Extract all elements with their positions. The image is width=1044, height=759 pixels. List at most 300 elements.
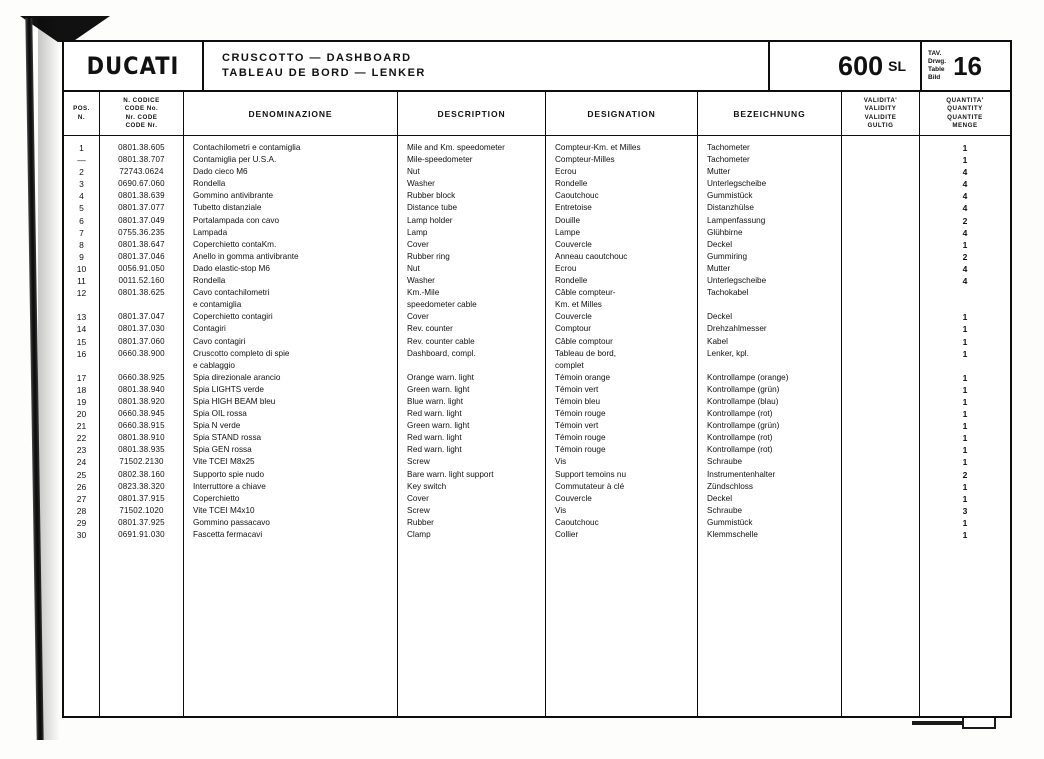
column-header-validity bbox=[842, 92, 920, 135]
table-cell-empty bbox=[842, 493, 919, 505]
table-cell: 1 bbox=[962, 409, 968, 420]
table-cell: e contamiglia bbox=[193, 300, 242, 310]
table-cell-empty bbox=[842, 456, 919, 468]
table-cell: Témoin orange bbox=[555, 372, 611, 382]
table-cell: Coperchietto contagiri bbox=[193, 312, 273, 322]
table-cell: 0801.37.046 bbox=[118, 251, 165, 261]
table-cell: Rev. counter cable bbox=[407, 336, 475, 346]
table-cell: 1 bbox=[962, 493, 968, 504]
table-cell: Tableau de bord, bbox=[555, 348, 616, 358]
table-cell: 1 bbox=[962, 396, 968, 407]
table-cell: Témoin vert bbox=[555, 384, 599, 394]
table-cell: 0801.38.935 bbox=[118, 445, 165, 455]
table-cell-empty bbox=[842, 432, 919, 444]
table-cell: 0690.67.060 bbox=[118, 179, 165, 189]
table-cell: 0802.38.160 bbox=[118, 469, 165, 479]
table-cell: 18 bbox=[76, 384, 87, 395]
table-cell: 1 bbox=[962, 239, 968, 250]
page-title bbox=[204, 42, 770, 90]
table-cell: 0801.38.920 bbox=[118, 396, 165, 406]
binding-wedge-artifact bbox=[20, 16, 110, 42]
table-cell: Kontrollampe (rot) bbox=[707, 445, 773, 455]
table-cell: Couvercle bbox=[555, 239, 592, 249]
table-cell: Unterlegscheibe bbox=[707, 179, 767, 189]
page-title-line-french-german: TABLEAU DE BORD — LENKER bbox=[222, 67, 426, 79]
table-cell-empty bbox=[842, 408, 919, 420]
table-cell-empty bbox=[920, 299, 1010, 311]
table-cell: 1 bbox=[962, 143, 968, 153]
table-number-labels bbox=[928, 50, 946, 82]
table-cell: 28 bbox=[76, 505, 87, 516]
table-cell-empty bbox=[842, 348, 919, 360]
table-cell: 29 bbox=[76, 517, 87, 528]
table-cell: Nut bbox=[407, 263, 420, 273]
table-cell: Kontrollampe (rot) bbox=[707, 433, 773, 443]
table-cell: Couvercle bbox=[555, 312, 592, 322]
column-header-validity-line3: VALIDITE bbox=[864, 113, 897, 121]
table-cell: Key switch bbox=[407, 481, 447, 491]
table-cell: 0801.37.030 bbox=[118, 324, 165, 334]
table-number-cell bbox=[922, 42, 1010, 90]
table-cell: Portalampada con cavo bbox=[193, 215, 280, 225]
model-number: 600 bbox=[838, 50, 884, 81]
table-cell-empty bbox=[842, 311, 919, 323]
table-cell: 16 bbox=[76, 348, 87, 359]
table-cell: Contagiri bbox=[193, 324, 226, 334]
table-cell: 22 bbox=[76, 433, 87, 444]
table-cell: — bbox=[77, 155, 86, 166]
table-cell: 0801.37.060 bbox=[118, 336, 165, 346]
table-cell: Tubetto distanziale bbox=[193, 203, 262, 213]
table-cell-empty bbox=[100, 360, 183, 372]
table-cell: Gommino antivibrante bbox=[193, 191, 274, 201]
table-cell-empty bbox=[842, 505, 919, 517]
ducati-logo: DUCATI bbox=[86, 52, 180, 80]
table-cell: 26 bbox=[76, 481, 87, 492]
table-cell: Kontrollampe (orange) bbox=[707, 372, 789, 382]
table-cell: 23 bbox=[76, 445, 87, 456]
table-column-headers bbox=[64, 92, 1010, 136]
table-cell-empty bbox=[842, 529, 919, 541]
table-cell-empty bbox=[842, 202, 919, 214]
table-cell: 1 bbox=[962, 348, 968, 359]
table-cell: Couvercle bbox=[555, 493, 592, 503]
table-cell: 7 bbox=[79, 227, 84, 238]
table-cell: Vis bbox=[555, 457, 567, 467]
table-cell: Lampada bbox=[193, 227, 228, 237]
table-cell: 4 bbox=[962, 263, 968, 274]
table-cell: Washer bbox=[407, 179, 435, 189]
table-cell: Commutateur à clé bbox=[555, 481, 625, 491]
table-cell: 0660.38.915 bbox=[118, 421, 165, 431]
table-cell: 0660.38.900 bbox=[118, 348, 165, 358]
table-label-french: Table bbox=[928, 66, 945, 73]
table-cell: 4 bbox=[962, 227, 968, 238]
table-cell: Kontrollampe (blau) bbox=[707, 396, 779, 406]
table-cell: Clamp bbox=[407, 530, 431, 539]
table-cell: Entretoise bbox=[555, 203, 592, 213]
column-header-designation: DESIGNATION bbox=[546, 92, 698, 135]
table-cell-empty bbox=[842, 336, 919, 348]
table-cell-empty bbox=[842, 215, 919, 227]
table-cell-empty bbox=[842, 323, 919, 335]
table-cell: Lampe bbox=[555, 227, 581, 237]
table-cell: Klemmschelle bbox=[707, 530, 758, 539]
column-header-description: DESCRIPTION bbox=[398, 92, 546, 135]
column-header-position-line1: POS. bbox=[73, 105, 90, 112]
table-cell: Anneau caoutchouc bbox=[555, 251, 628, 261]
table-cell: Orange warn. light bbox=[407, 372, 474, 382]
column-header-quantity-line1: QUANTITA' bbox=[946, 96, 984, 104]
table-number: 16 bbox=[953, 50, 982, 81]
table-cell-empty bbox=[698, 299, 841, 311]
table-cell-empty bbox=[842, 275, 919, 287]
table-cell: 0801.38.707 bbox=[118, 155, 165, 165]
table-cell: 12 bbox=[76, 288, 87, 299]
table-cell: Rondelle bbox=[555, 276, 588, 286]
table-cell: 0801.37.077 bbox=[118, 203, 165, 213]
table-cell-empty bbox=[842, 420, 919, 432]
table-cell: 1 bbox=[962, 324, 968, 335]
table-cell: Mile-speedometer bbox=[407, 155, 473, 165]
table-cell: 2 bbox=[962, 469, 968, 480]
table-cell: Témoin rouge bbox=[555, 433, 606, 443]
table-label-italian: TAV. bbox=[928, 50, 942, 57]
table-cell-empty bbox=[842, 360, 919, 372]
table-cell: complet bbox=[555, 360, 584, 370]
catalogue-table-frame bbox=[62, 40, 1012, 718]
table-cell: 0660.38.945 bbox=[118, 409, 165, 419]
table-cell: 5 bbox=[79, 203, 84, 214]
table-cell: 17 bbox=[76, 372, 87, 383]
table-cell: Spia direzionale arancio bbox=[193, 372, 281, 382]
table-cell: Zündschloss bbox=[707, 481, 753, 491]
table-cell: 71502.1020 bbox=[119, 505, 164, 515]
table-cell: 4 bbox=[962, 167, 968, 178]
table-cell: Screw bbox=[407, 505, 430, 515]
table-cell-empty bbox=[842, 481, 919, 493]
table-cell: 1 bbox=[962, 517, 968, 528]
column-bezeichnung bbox=[698, 136, 842, 716]
table-cell: Témoin rouge bbox=[555, 409, 606, 419]
table-cell: Caoutchouc bbox=[555, 517, 599, 527]
table-cell: 25 bbox=[76, 469, 87, 480]
table-cell: Bare warn. light support bbox=[407, 469, 494, 479]
table-cell: Red warn. light bbox=[407, 409, 462, 419]
table-cell: Interruttore a chiave bbox=[193, 481, 266, 491]
table-cell: Vite TCEI M8x25 bbox=[193, 457, 255, 467]
column-validity bbox=[842, 136, 920, 716]
table-cell: Tachometer bbox=[707, 155, 750, 165]
model-designation bbox=[770, 42, 922, 90]
table-cell: Screw bbox=[407, 457, 430, 467]
table-cell: Lenker, kpl. bbox=[707, 348, 749, 358]
table-cell: 1 bbox=[962, 530, 968, 540]
column-quantity bbox=[920, 136, 1010, 716]
table-cell: Gummistück bbox=[707, 517, 753, 527]
table-cell: Cavo contagiri bbox=[193, 336, 246, 346]
column-header-code-line3: Nr. CODE bbox=[125, 113, 158, 121]
table-cell: Spia N verde bbox=[193, 421, 241, 431]
table-cell: Douille bbox=[555, 215, 581, 225]
column-header-validity-line2: VALIDITY bbox=[864, 105, 897, 112]
table-cell: 6 bbox=[79, 215, 84, 226]
table-cell: 1 bbox=[962, 433, 968, 444]
table-cell: Anello in gomma antivibrante bbox=[193, 251, 299, 261]
table-cell-empty bbox=[920, 360, 1010, 372]
table-cell: Rondella bbox=[193, 179, 226, 189]
table-cell-empty bbox=[842, 178, 919, 190]
table-cell: Cruscotto completo di spie bbox=[193, 348, 290, 358]
column-header-position bbox=[64, 92, 100, 135]
table-cell: Distance tube bbox=[407, 203, 458, 213]
table-cell: Câble compteur- bbox=[555, 288, 616, 298]
column-header-code bbox=[100, 92, 184, 135]
table-cell: Glühbirne bbox=[707, 227, 743, 237]
table-cell: 0755.36.235 bbox=[118, 227, 165, 237]
table-cell: Tachokabel bbox=[707, 288, 749, 298]
table-cell: Schraube bbox=[707, 457, 743, 467]
table-cell: 4 bbox=[962, 203, 968, 214]
table-cell: Red warn. light bbox=[407, 445, 462, 455]
table-cell: Green warn. light bbox=[407, 421, 470, 431]
table-cell: Ecrou bbox=[555, 167, 577, 177]
table-cell: Spia GEN rossa bbox=[193, 445, 252, 455]
table-cell: 2 bbox=[962, 251, 968, 262]
table-cell: Gummistück bbox=[707, 191, 753, 201]
column-header-code-line2: CODE No. bbox=[124, 105, 159, 112]
table-cell: Cover bbox=[407, 493, 429, 503]
table-cell-empty bbox=[920, 287, 1010, 299]
table-cell-empty bbox=[698, 360, 841, 372]
table-cell: Dado elastic-stop M6 bbox=[193, 263, 270, 273]
table-cell: Dashboard, compl. bbox=[407, 348, 476, 358]
column-header-position-line2: N. bbox=[77, 113, 86, 121]
table-cell-empty bbox=[398, 360, 545, 372]
table-cell: Deckel bbox=[707, 312, 733, 322]
table-cell: Lamp holder bbox=[407, 215, 453, 225]
table-cell: 0801.38.940 bbox=[118, 384, 165, 394]
table-cell: Rondella bbox=[193, 276, 226, 286]
table-cell: 0801.37.925 bbox=[118, 517, 165, 527]
table-cell: Distanzhülse bbox=[707, 203, 754, 213]
table-cell-empty bbox=[100, 299, 183, 311]
document-header bbox=[64, 42, 1010, 92]
table-cell: Cover bbox=[407, 239, 429, 249]
table-cell: Fascetta fermacavi bbox=[193, 530, 263, 539]
table-cell: 1 bbox=[962, 421, 968, 432]
table-cell: Deckel bbox=[707, 239, 733, 249]
table-cell: 1 bbox=[79, 143, 84, 153]
table-cell: 2 bbox=[962, 215, 968, 226]
table-cell: 72743.0624 bbox=[119, 167, 164, 177]
table-cell: Coperchietto contaKm. bbox=[193, 239, 277, 249]
table-cell-empty bbox=[842, 444, 919, 456]
table-cell: 0801.37.049 bbox=[118, 215, 165, 225]
table-cell: Kontrollampe (grün) bbox=[707, 421, 780, 431]
table-cell: Témoin vert bbox=[555, 421, 599, 431]
table-cell: 11 bbox=[77, 276, 86, 287]
table-cell: Blue warn. light bbox=[407, 396, 463, 406]
table-cell: Lampenfassung bbox=[707, 215, 766, 225]
column-header-quantity-line3: QUANTITE bbox=[947, 113, 983, 121]
table-cell: Kabel bbox=[707, 336, 728, 346]
table-cell: Unterlegscheibe bbox=[707, 276, 767, 286]
table-cell: 27 bbox=[76, 493, 87, 504]
table-cell-empty bbox=[842, 154, 919, 166]
table-cell: 14 bbox=[76, 324, 87, 335]
table-cell: Schraube bbox=[707, 505, 743, 515]
table-label-english: Drwg. bbox=[928, 58, 947, 65]
table-cell: 0801.37.047 bbox=[118, 312, 165, 322]
table-cell: Spia LIGHTS verde bbox=[193, 384, 264, 394]
table-cell-empty bbox=[842, 299, 919, 311]
column-header-validity-line4: GULTIG bbox=[867, 122, 894, 129]
table-cell: Compteur-Km. et Milles bbox=[555, 143, 641, 152]
table-cell: 0801.38.605 bbox=[118, 143, 165, 152]
table-cell: Mutter bbox=[707, 167, 731, 177]
table-cell: Nut bbox=[407, 167, 420, 177]
table-cell: 10 bbox=[76, 263, 87, 274]
table-cell: Red warn. light bbox=[407, 433, 462, 443]
table-cell: Km.-Mile bbox=[407, 288, 440, 298]
table-cell: 1 bbox=[962, 481, 968, 492]
table-cell: Rondelle bbox=[555, 179, 588, 189]
table-cell: Drehzahlmesser bbox=[707, 324, 767, 334]
table-cell: Dado cieco M6 bbox=[193, 167, 248, 177]
table-cell-empty bbox=[842, 517, 919, 529]
table-cell: Supporto spie nudo bbox=[193, 469, 265, 479]
table-cell-empty bbox=[842, 287, 919, 299]
page-shadow bbox=[38, 18, 60, 740]
column-header-code-line4: CODE Nr. bbox=[125, 122, 158, 129]
table-cell: Lamp bbox=[407, 227, 428, 237]
table-cell: 4 bbox=[962, 276, 968, 287]
table-cell: Rev. counter bbox=[407, 324, 453, 334]
table-cell: Cavo contachilometri bbox=[193, 288, 270, 298]
column-header-denominazione: DENOMINAZIONE bbox=[184, 92, 398, 135]
table-cell: 19 bbox=[76, 396, 87, 407]
table-cell: 21 bbox=[76, 421, 87, 432]
table-body bbox=[64, 136, 1010, 716]
table-cell: 0011.52.160 bbox=[118, 276, 165, 286]
table-cell: Support temoins nu bbox=[555, 469, 627, 479]
table-cell: 3 bbox=[962, 505, 968, 516]
brand-logo-cell bbox=[64, 42, 204, 90]
table-cell: Rubber bbox=[407, 517, 434, 527]
table-cell: 0691.91.030 bbox=[118, 530, 165, 539]
table-cell: Mile and Km. speedometer bbox=[407, 143, 505, 152]
table-cell: Témoin bleu bbox=[555, 396, 601, 406]
table-cell: Compteur-Milles bbox=[555, 155, 615, 165]
table-cell: Coperchietto bbox=[193, 493, 240, 503]
table-cell: Tachometer bbox=[707, 143, 750, 152]
table-cell-empty bbox=[842, 166, 919, 178]
table-cell-empty bbox=[64, 360, 99, 372]
table-cell: Kontrollampe (rot) bbox=[707, 409, 773, 419]
column-header-code-line1: N. CODICE bbox=[123, 96, 160, 104]
table-cell: 1 bbox=[962, 445, 968, 456]
table-cell: Deckel bbox=[707, 493, 733, 503]
table-cell-empty bbox=[842, 396, 919, 408]
table-cell: 1 bbox=[962, 312, 968, 323]
table-cell: Instrumentenhalter bbox=[707, 469, 776, 479]
table-cell: Témoin rouge bbox=[555, 445, 606, 455]
table-cell: 1 bbox=[962, 457, 968, 468]
table-cell: Vis bbox=[555, 505, 567, 515]
column-header-quantity bbox=[920, 92, 1010, 135]
table-cell: 0801.38.639 bbox=[118, 191, 165, 201]
table-cell: Comptour bbox=[555, 324, 591, 334]
table-cell: 0056.91.050 bbox=[118, 263, 165, 273]
column-header-bezeichnung: BEZEICHNUNG bbox=[698, 92, 842, 135]
table-cell: Rubber block bbox=[407, 191, 456, 201]
page-title-line-italian-english: CRUSCOTTO — DASHBOARD bbox=[222, 52, 412, 64]
table-cell: 0801.38.625 bbox=[118, 288, 165, 298]
table-cell-empty bbox=[842, 190, 919, 202]
table-cell: Mutter bbox=[707, 263, 731, 273]
table-cell: Caoutchouc bbox=[555, 191, 599, 201]
table-cell: 15 bbox=[76, 336, 87, 347]
table-cell-empty bbox=[842, 372, 919, 384]
table-cell: Spia HIGH BEAM bleu bbox=[193, 396, 276, 406]
table-cell: 13 bbox=[76, 312, 87, 323]
table-cell: Km. et Milles bbox=[555, 300, 602, 310]
table-cell: 30 bbox=[76, 530, 87, 540]
table-cell-empty bbox=[842, 384, 919, 396]
column-denominazione bbox=[184, 136, 398, 716]
column-description bbox=[398, 136, 546, 716]
table-cell: Câble comptour bbox=[555, 336, 613, 346]
table-cell: speedometer cable bbox=[407, 300, 477, 310]
column-header-quantity-line2: QUANTITY bbox=[947, 105, 983, 112]
table-cell: 0801.37.915 bbox=[118, 493, 165, 503]
table-cell-empty bbox=[64, 299, 99, 311]
table-cell: 4 bbox=[962, 179, 968, 190]
table-cell: Collier bbox=[555, 530, 579, 539]
table-cell: 1 bbox=[962, 155, 968, 166]
table-cell: 4 bbox=[79, 191, 84, 202]
table-cell-empty bbox=[842, 263, 919, 275]
table-cell: Contachilometri e contamiglia bbox=[193, 143, 301, 152]
table-cell: 1 bbox=[962, 336, 968, 347]
table-cell: e cablaggio bbox=[193, 360, 235, 370]
table-cell-empty bbox=[842, 469, 919, 481]
column-position bbox=[64, 136, 100, 716]
table-cell: 2 bbox=[79, 167, 84, 178]
table-cell: 3 bbox=[79, 179, 84, 190]
table-cell-empty bbox=[842, 227, 919, 239]
model-suffix: SL bbox=[888, 58, 906, 74]
table-cell: Rubber ring bbox=[407, 251, 450, 261]
table-cell: 4 bbox=[962, 191, 968, 202]
table-cell: Washer bbox=[407, 276, 435, 286]
table-cell: 71502.2130 bbox=[119, 457, 164, 467]
table-cell: Ecrou bbox=[555, 263, 577, 273]
table-cell: Gommino passacavo bbox=[193, 517, 270, 527]
table-cell: 1 bbox=[962, 372, 968, 383]
table-cell: Gummiring bbox=[707, 251, 748, 261]
table-cell-empty bbox=[842, 251, 919, 263]
table-cell: Spia STAND rossa bbox=[193, 433, 262, 443]
table-cell: Green warn. light bbox=[407, 384, 470, 394]
table-cell: Kontrollampe (grün) bbox=[707, 384, 780, 394]
table-cell: Spia OIL rossa bbox=[193, 409, 247, 419]
column-designation bbox=[546, 136, 698, 716]
table-cell: 0823.38.320 bbox=[118, 481, 165, 491]
table-cell: Contamiglia per U.S.A. bbox=[193, 155, 277, 165]
table-cell-empty bbox=[842, 142, 919, 154]
